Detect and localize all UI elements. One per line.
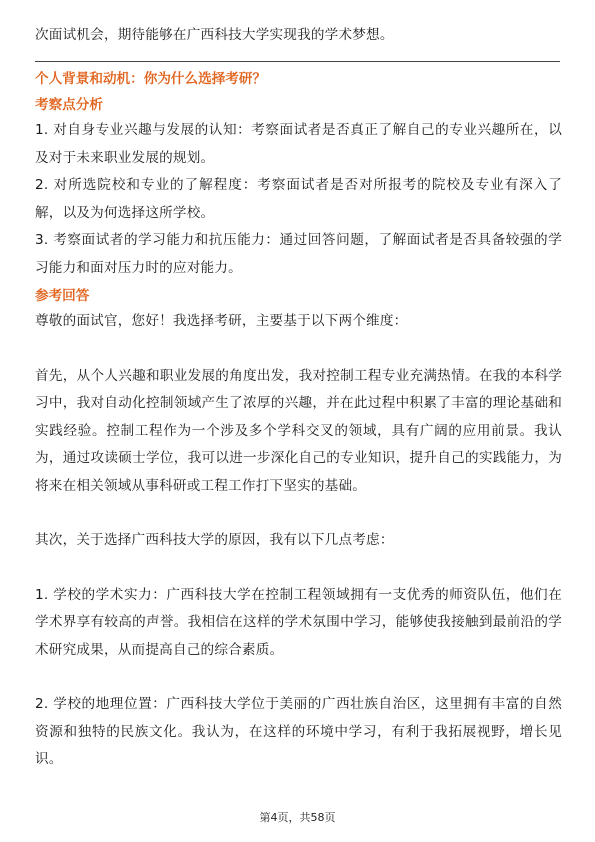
continuation-paragraph: 次面试机会，期待能够在广西科技大学实现我的学术梦想。 bbox=[35, 27, 394, 43]
analysis-point-1: 1. 对自身专业兴趣与发展的认知：考察面试者是否真正了解自己的专业兴趣所在，以及对于未来职业发展的规划。 bbox=[35, 122, 562, 166]
top-continuation bbox=[35, 22, 562, 50]
answer-reason-2: 2. 学校的地理位置：广西科技大学位于美丽的广西壮族自治区，这里拥有丰富的自然资源和独特的民族文化。我认为，在这样的环境中学习，有利于我拓展视野，增长见识。 bbox=[35, 696, 562, 767]
answer-paragraph-first: 首先，从个人兴趣和职业发展的角度出发，我对控制工程专业充满热情。在我的本科学习中，我对自动化控制领域产生了浓厚的兴趣，并在此过程中积累了丰富的理论基础和实践经验。控制工程作为一个涉及多个学科交叉的领域，具有广阔的应用前景。我认为，通过攻读硕士学位，我可以进一步深化自己的专业知识，提升自己的实践能力，为将来在相关领域从事科研或工程工作打下坚实的基础。 bbox=[35, 367, 562, 494]
analysis-heading: 考察点分析 bbox=[35, 97, 103, 113]
page-number: 第4页，共58页 bbox=[259, 811, 336, 824]
answer-paragraph-second: 其次，关于选择广西科技大学的原因，我有以下几点考虑： bbox=[35, 532, 394, 548]
section-divider bbox=[35, 61, 560, 62]
analysis-point-3: 3. 考察面试者的学习能力和抗压能力：通过回答问题，了解面试者是否具备较强的学习能力和面对压力时的应对能力。 bbox=[35, 232, 562, 276]
answer-reason-1: 1. 学校的学术实力：广西科技大学在控制工程领域拥有一支优秀的师资队伍，他们在学术界享有较高的声誉。我相信在这样的学术氛围中学习，能够使我接触到最前沿的学术研究成果，从而提高自己的综合素质。 bbox=[35, 586, 562, 658]
page-footer bbox=[0, 809, 595, 825]
question-title: 个人背景和动机：你为什么选择考研？ bbox=[35, 71, 267, 87]
analysis-point-2: 2. 对所选院校和专业的了解程度：考察面试者是否对所报考的院校及专业有深入了解，以及为何选择这所学校。 bbox=[35, 177, 562, 221]
answer-heading: 参考回答 bbox=[35, 288, 90, 304]
answer-greeting: 尊敬的面试官，您好！我选择考研，主要基于以下两个维度： bbox=[35, 313, 408, 329]
question-section bbox=[35, 67, 562, 774]
